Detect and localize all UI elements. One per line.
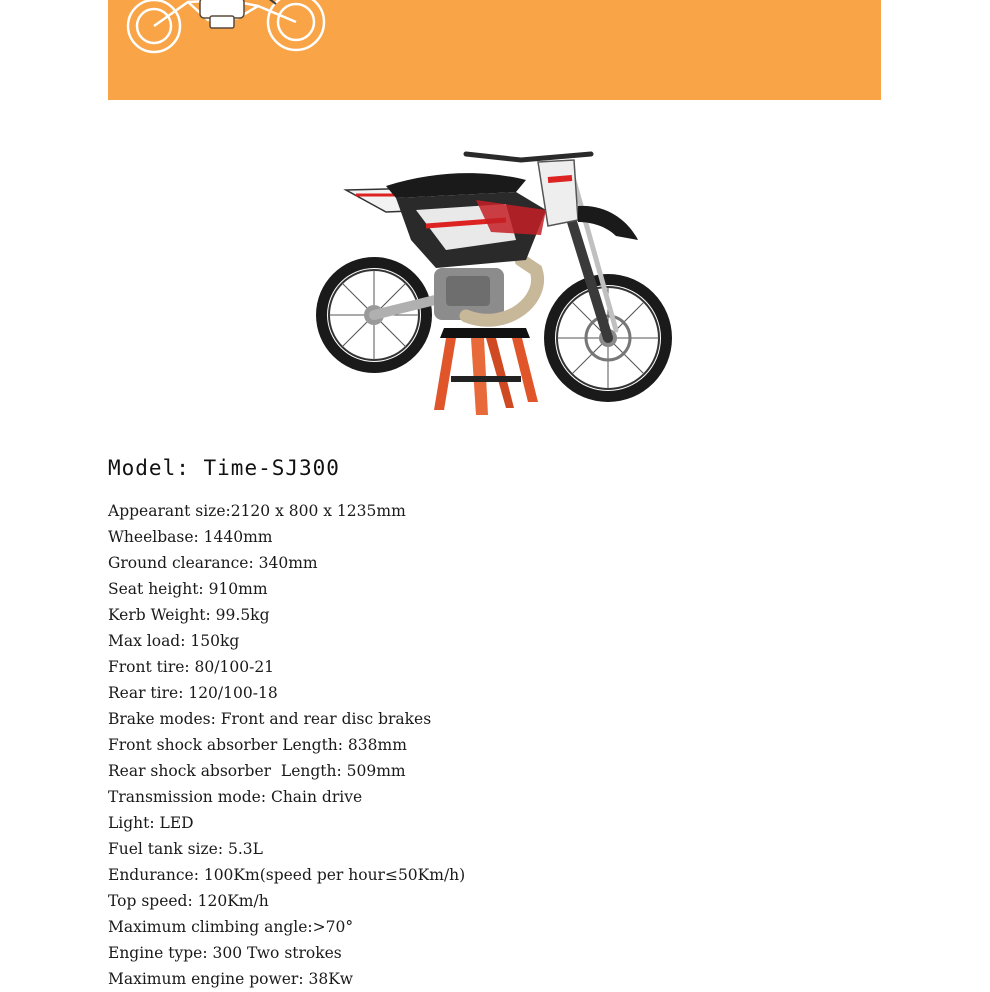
spec-rear-tire: Rear tire: 120/100-18	[108, 684, 278, 702]
spec-front-shock: Front shock absorber Length: 838mm	[108, 736, 407, 754]
spec-brake-modes: Brake modes: Front and rear disc brakes	[108, 710, 432, 728]
spec-light: Light: LED	[108, 814, 194, 832]
header-banner	[108, 0, 881, 100]
model-value: Time-SJ300	[203, 456, 340, 480]
spec-fuel-tank: Fuel tank size: 5.3L	[108, 840, 263, 858]
spec-endurance: Endurance: 100Km(speed per hour≤50Km/h)	[108, 866, 466, 884]
spec-climbing-angle: Maximum climbing angle:>70°	[108, 918, 354, 936]
spec-list	[108, 498, 465, 992]
spec-wheelbase: Wheelbase: 1440mm	[108, 528, 273, 546]
spec-rear-shock: Rear shock absorber Length: 509mm	[108, 762, 406, 780]
model-title	[108, 456, 340, 480]
bike-stand	[434, 328, 538, 415]
spec-seat-height: Seat height: 910mm	[108, 580, 268, 598]
spec-kerb-weight: Kerb Weight: 99.5kg	[108, 606, 270, 624]
spec-transmission: Transmission mode: Chain drive	[108, 788, 363, 806]
model-label: Model:	[108, 456, 204, 480]
motorcycle-outline-icon	[118, 0, 333, 64]
spec-engine-type: Engine type: 300 Two strokes	[108, 944, 342, 962]
spec-front-tire: Front tire: 80/100-21	[108, 658, 275, 676]
spec-engine-power: Maximum engine power: 38Kw	[108, 970, 354, 988]
dirt-bike-photo	[316, 140, 686, 420]
spec-ground-clearance: Ground clearance: 340mm	[108, 554, 318, 572]
spec-max-load: Max load: 150kg	[108, 632, 240, 650]
spec-appearant-size: Appearant size:2120 x 800 x 1235mm	[108, 502, 406, 520]
spec-top-speed: Top speed: 120Km/h	[108, 892, 269, 910]
